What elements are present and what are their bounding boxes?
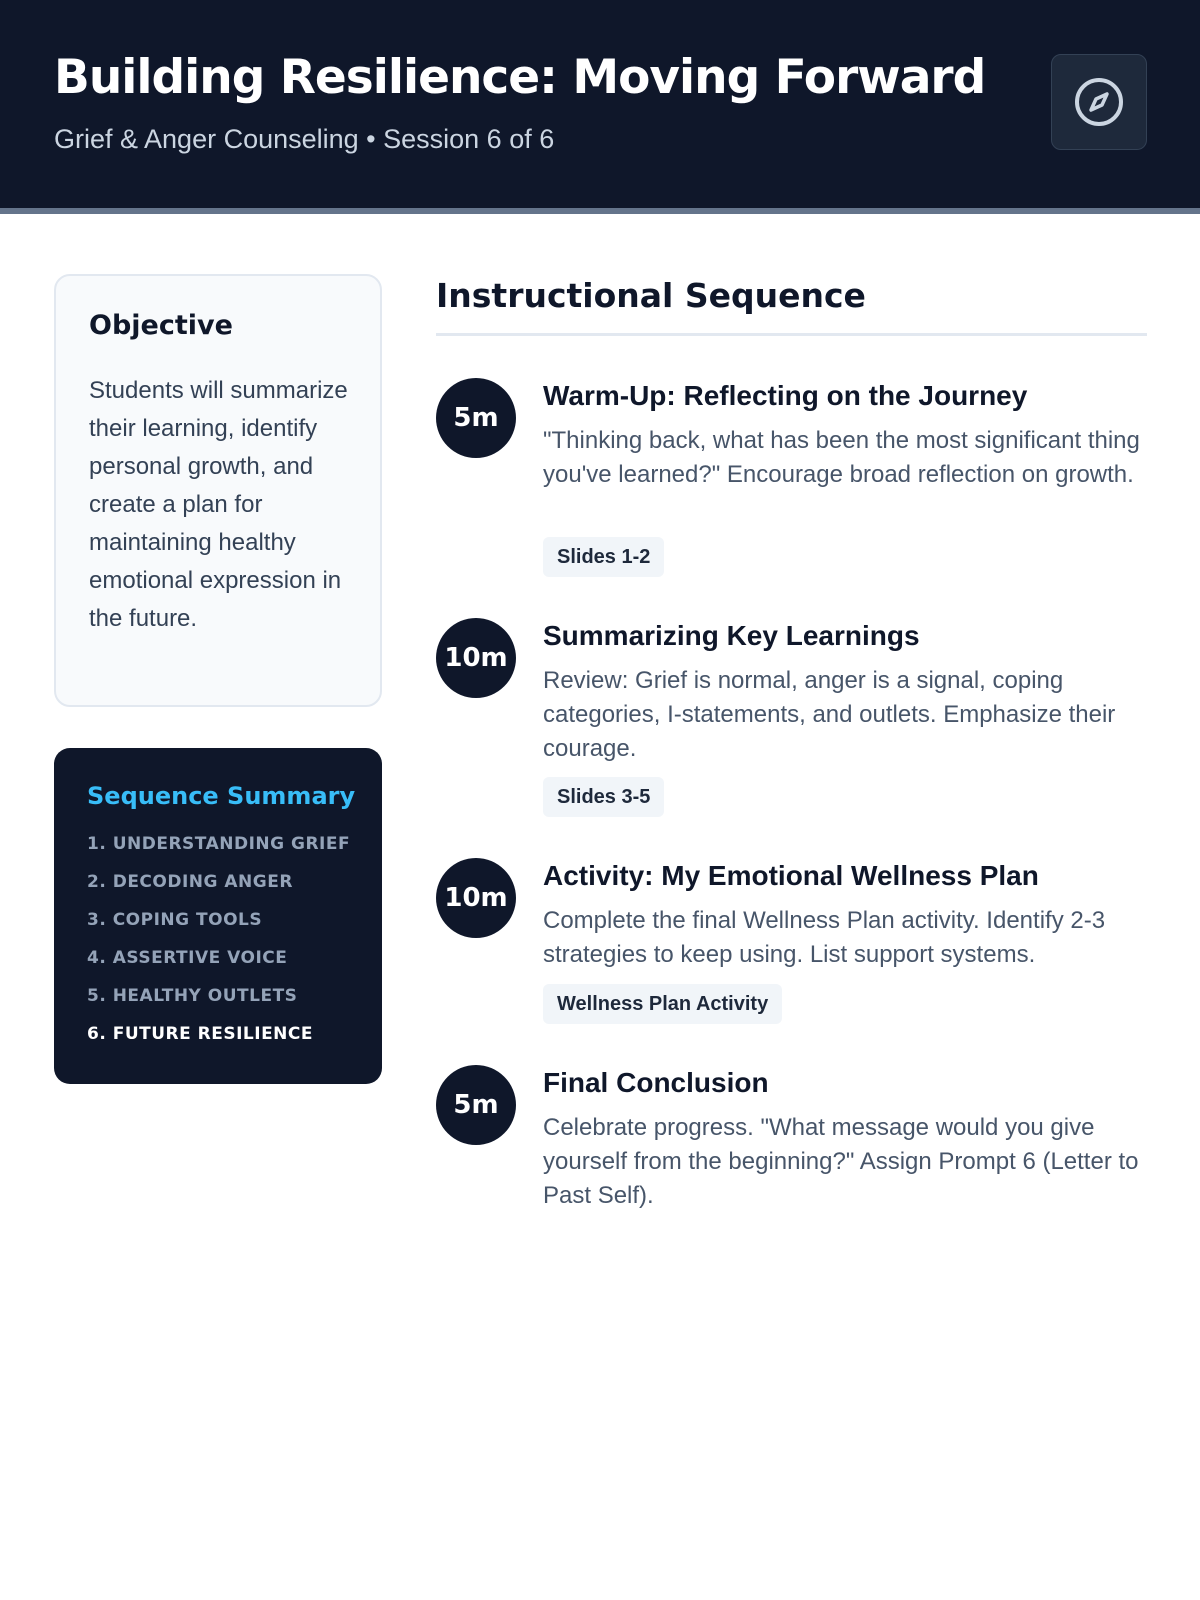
summary-item: 4. ASSERTIVE VOICE <box>87 948 288 968</box>
step-tag: Slides 1-2 <box>543 537 664 577</box>
sequence-summary-card <box>54 748 382 1084</box>
duration-badge: 5m <box>436 378 516 458</box>
sequence-summary-heading: Sequence Summary <box>87 782 356 810</box>
compass-icon <box>1073 76 1125 128</box>
step-tag: Wellness Plan Activity <box>543 984 782 1024</box>
instructional-sequence-heading: Instructional Sequence <box>436 276 866 315</box>
duration-badge: 5m <box>436 1065 516 1145</box>
objective-card <box>54 274 382 707</box>
duration-badge: 10m <box>436 858 516 938</box>
objective-heading: Objective <box>89 310 233 341</box>
step-tag: Slides 3-5 <box>543 777 664 817</box>
summary-item-active: 6. FUTURE RESILIENCE <box>87 1024 314 1044</box>
step-title: Activity: My Emotional Wellness Plan <box>543 860 1039 891</box>
step-title: Warm-Up: Reflecting on the Journey <box>543 380 1028 411</box>
step-description: Celebrate progress. "What message would you give yourself from the beginning?" Assign Prompt 6 (Letter to Past Self). <box>543 1114 1139 1209</box>
summary-item: 3. COPING TOOLS <box>87 910 263 930</box>
compass-icon-button[interactable] <box>1051 54 1147 150</box>
sequence-summary-list <box>87 834 350 1062</box>
objective-text: Students will summarize their learning, identify personal growth, and create a plan for maintaining healthy emotional expression in the future. <box>89 377 348 632</box>
step-description: Complete the final Wellness Plan activity. Identify 2-3 strategies to keep using. List support systems. <box>543 907 1106 968</box>
divider <box>436 333 1147 336</box>
summary-item: 1. UNDERSTANDING GRIEF <box>87 834 351 854</box>
summary-item: 5. HEALTHY OUTLETS <box>87 986 298 1006</box>
page-title: Building Resilience: Moving Forward <box>54 50 986 105</box>
page-header <box>0 0 1200 214</box>
step-title: Summarizing Key Learnings <box>543 620 920 651</box>
step-description: Review: Grief is normal, anger is a signal, coping categories, I-statements, and outlets. Emphasize their courage. <box>543 667 1116 762</box>
summary-item: 2. DECODING ANGER <box>87 872 293 892</box>
step-description: "Thinking back, what has been the most significant thing you've learned?" Encourage broad reflection on growth. <box>543 427 1140 488</box>
step-title: Final Conclusion <box>543 1067 769 1098</box>
page-subtitle: Grief & Anger Counseling • Session 6 of 6 <box>54 124 555 154</box>
duration-badge: 10m <box>436 618 516 698</box>
